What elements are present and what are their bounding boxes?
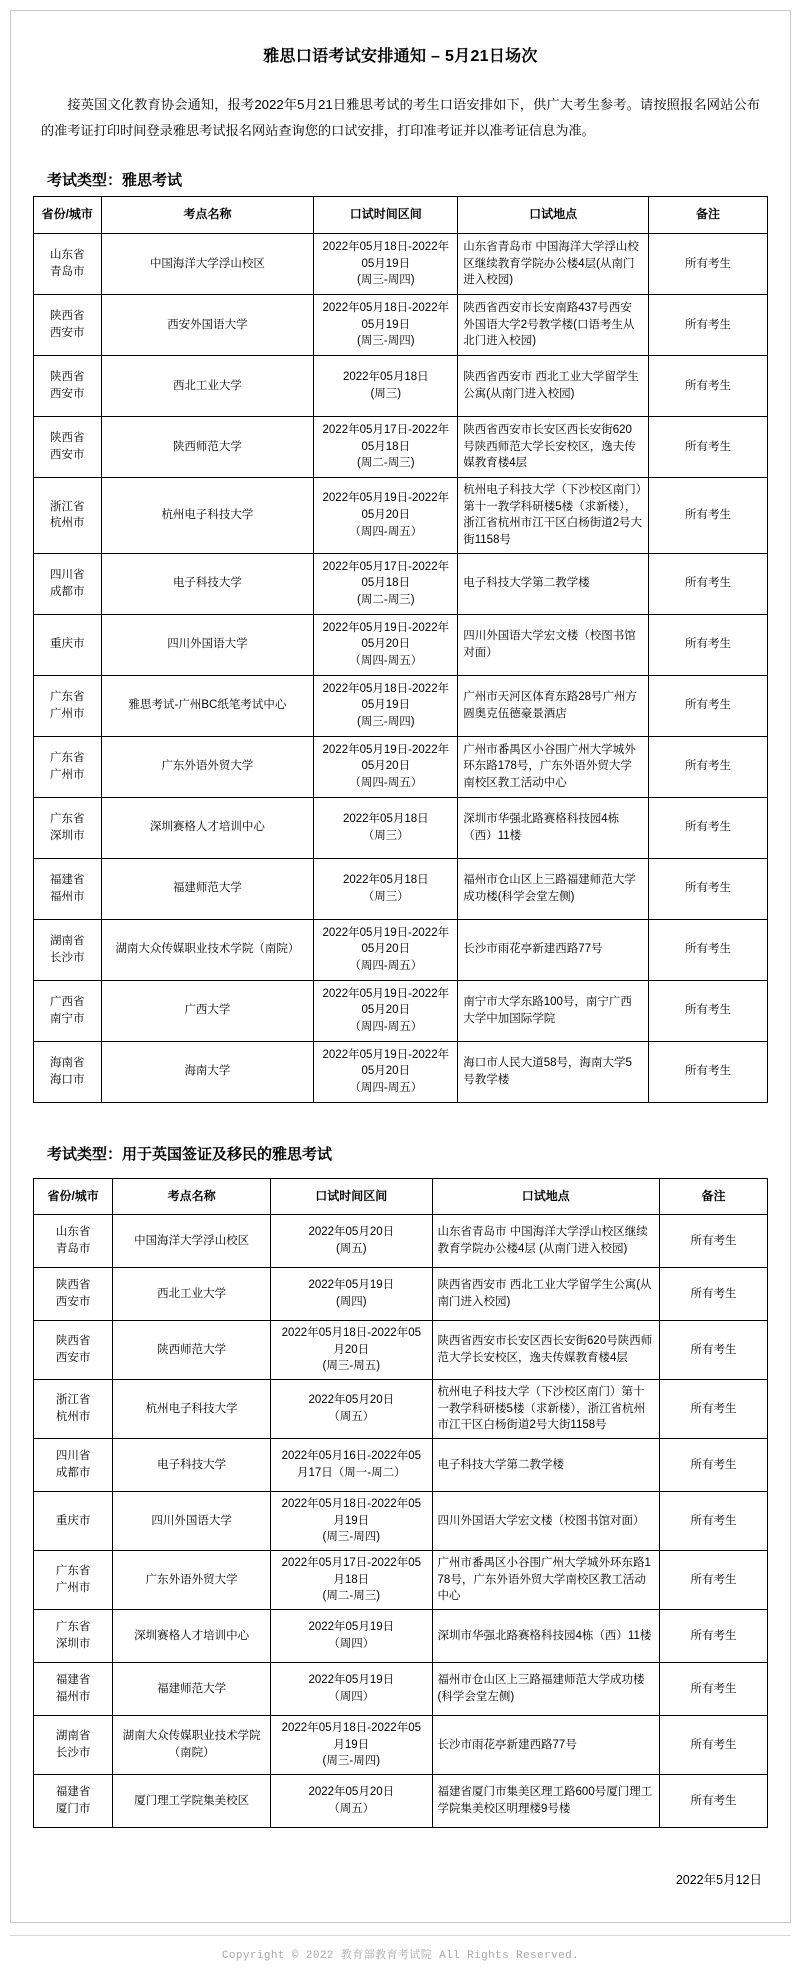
col-header-place: 口试地点 — [432, 1178, 660, 1214]
cell-place: 深圳市华强北路赛格科技园4栋（西）11楼 — [432, 1610, 660, 1663]
col-header-place: 口试地点 — [458, 197, 649, 233]
intro-paragraph: 接英国文化教育协会通知，报考2022年5月21日雅思考试的考生口语安排如下，供广大考生参考。请按照报名网站公布的准考证打印时间登录雅思考试报名网站查询您的口试安排，打印准考证并以准考证信息为准。 — [41, 97, 760, 138]
cell-note: 所有考生 — [660, 1379, 768, 1438]
cell-time: 2022年05月17日-2022年05月18日 (周二-周三) — [314, 553, 458, 614]
table-row — [34, 1041, 768, 1102]
cell-city: 陕西省 西安市 — [34, 355, 102, 416]
cell-time: 2022年05月18日-2022年05月19日 (周三-周四) — [271, 1491, 432, 1550]
cell-venue: 西北工业大学 — [101, 355, 314, 416]
cell-city: 山东省 青岛市 — [34, 233, 102, 294]
cell-city: 重庆市 — [34, 1491, 113, 1550]
copyright-footer: Copyright © 2022 教育部教育考试院 All Rights Reserved. — [10, 1935, 791, 1974]
cell-city: 陕西省 西安市 — [34, 416, 102, 477]
cell-note: 所有考生 — [649, 675, 768, 736]
cell-place: 杭州电子科技大学（下沙校区南门）第十一教学科研楼5楼（求新楼），浙江省杭州市江干区白杨街道2号大街1158号 — [458, 477, 649, 553]
cell-city: 浙江省 杭州市 — [34, 477, 102, 553]
cell-city: 广西省 南宁市 — [34, 980, 102, 1041]
cell-place: 深圳市华强北路赛格科技园4栋（西）11楼 — [458, 797, 649, 858]
cell-time: 2022年05月19日-2022年05月20日 （周四-周五） — [314, 477, 458, 553]
table-row — [34, 553, 768, 614]
col-header-city: 省份/城市 — [34, 1178, 113, 1214]
cell-time: 2022年05月19日-2022年05月20日 （周四-周五） — [314, 736, 458, 797]
cell-venue: 杭州电子科技大学 — [101, 477, 314, 553]
table-head — [34, 197, 768, 233]
cell-place: 电子科技大学第二教学楼 — [432, 1438, 660, 1491]
cell-place: 广州市番禺区小谷围广州大学城外环东路178号，广东外语外贸大学南校区教工活动中心 — [432, 1550, 660, 1609]
table-row — [34, 233, 768, 294]
cell-city: 广东省 广州市 — [34, 1550, 113, 1609]
cell-note: 所有考生 — [649, 416, 768, 477]
cell-city: 海南省 海口市 — [34, 1041, 102, 1102]
table-body — [34, 233, 768, 1102]
cell-city: 四川省 成都市 — [34, 553, 102, 614]
cell-venue: 广西大学 — [101, 980, 314, 1041]
cell-time: 2022年05月19日 （周四） — [271, 1663, 432, 1716]
table-row — [34, 477, 768, 553]
cell-note: 所有考生 — [660, 1663, 768, 1716]
cell-time: 2022年05月18日 (周三) — [314, 355, 458, 416]
cell-note: 所有考生 — [660, 1267, 768, 1320]
cell-note: 所有考生 — [660, 1438, 768, 1491]
cell-place: 福州市仓山区上三路福建师范大学成功楼(科学会堂左侧) — [432, 1663, 660, 1716]
cell-city: 山东省 青岛市 — [34, 1214, 113, 1267]
cell-place: 杭州电子科技大学（下沙校区南门）第十一教学科研楼5楼（求新楼），浙江省杭州市江干区白杨街道2号大街1158号 — [432, 1379, 660, 1438]
table-head — [34, 1178, 768, 1214]
ielts-schedule-table — [33, 196, 768, 1102]
cell-city: 陕西省 西安市 — [34, 1267, 113, 1320]
cell-time: 2022年05月18日 （周三） — [314, 797, 458, 858]
cell-city: 湖南省 长沙市 — [34, 1716, 113, 1775]
cell-venue: 杭州电子科技大学 — [113, 1379, 271, 1438]
table-body — [34, 1214, 768, 1827]
cell-time: 2022年05月18日-2022年05月19日 (周三-周四) — [271, 1716, 432, 1775]
cell-note: 所有考生 — [649, 797, 768, 858]
table-row — [34, 1775, 768, 1828]
cell-note: 所有考生 — [649, 294, 768, 355]
cell-time: 2022年05月16日-2022年05月17日（周一-周二） — [271, 1438, 432, 1491]
cell-note: 所有考生 — [660, 1610, 768, 1663]
table-row — [34, 355, 768, 416]
table-row — [34, 980, 768, 1041]
cell-city: 湖南省 长沙市 — [34, 919, 102, 980]
cell-note: 所有考生 — [660, 1320, 768, 1379]
cell-time: 2022年05月19日-2022年05月20日 （周四-周五） — [314, 919, 458, 980]
cell-venue: 广东外语外贸大学 — [113, 1550, 271, 1609]
cell-venue: 西北工业大学 — [113, 1267, 271, 1320]
cell-city: 陕西省 西安市 — [34, 1320, 113, 1379]
cell-city: 广东省 广州市 — [34, 675, 102, 736]
cell-note: 所有考生 — [649, 919, 768, 980]
cell-note: 所有考生 — [660, 1716, 768, 1775]
cell-place: 福建省厦门市集美区理工路600号厦门理工学院集美校区明理楼9号楼 — [432, 1775, 660, 1828]
cell-note: 所有考生 — [649, 355, 768, 416]
cell-time: 2022年05月18日-2022年05月19日 (周三-周四) — [314, 675, 458, 736]
cell-city: 福建省 厦门市 — [34, 1775, 113, 1828]
cell-note: 所有考生 — [649, 858, 768, 919]
cell-city: 广东省 深圳市 — [34, 1610, 113, 1663]
cell-place: 山东省青岛市 中国海洋大学浮山校区继续教育学院办公楼4层(从南门进入校园) — [458, 233, 649, 294]
cell-note: 所有考生 — [649, 233, 768, 294]
cell-venue: 雅思考试-广州BC纸笔考试中心 — [101, 675, 314, 736]
col-header-note: 备注 — [649, 197, 768, 233]
col-header-time: 口试时间区间 — [314, 197, 458, 233]
table-row — [34, 736, 768, 797]
cell-place: 南宁市大学东路100号，南宁广西大学中加国际学院 — [458, 980, 649, 1041]
cell-place: 长沙市雨花亭新建西路77号 — [432, 1716, 660, 1775]
cell-time: 2022年05月19日 （周四） — [271, 1610, 432, 1663]
cell-note: 所有考生 — [660, 1214, 768, 1267]
cell-time: 2022年05月18日-2022年05月19日 (周三-周四) — [314, 233, 458, 294]
cell-venue: 深圳赛格人才培训中心 — [101, 797, 314, 858]
cell-place: 广州市番禺区小谷围广州大学城外环东路178号，广东外语外贸大学南校区教工活动中心 — [458, 736, 649, 797]
table-row — [34, 1379, 768, 1438]
cell-city: 广东省 广州市 — [34, 736, 102, 797]
cell-city: 广东省 深圳市 — [34, 797, 102, 858]
cell-venue: 海南大学 — [101, 1041, 314, 1102]
cell-time: 2022年05月20日 (周五) — [271, 1214, 432, 1267]
col-header-time: 口试时间区间 — [271, 1178, 432, 1214]
cell-venue: 福建师范大学 — [101, 858, 314, 919]
cell-place: 陕西省西安市 西北工业大学留学生公寓(从南门进入校园) — [432, 1267, 660, 1320]
cell-note: 所有考生 — [649, 553, 768, 614]
cell-city: 福建省 福州市 — [34, 858, 102, 919]
cell-city: 浙江省 杭州市 — [34, 1379, 113, 1438]
section-heading-ukvi: 考试类型：用于英国签证及移民的雅思考试 — [47, 1145, 333, 1163]
table-header-row — [34, 1178, 768, 1214]
cell-time: 2022年05月19日-2022年05月20日 （周四-周五） — [314, 1041, 458, 1102]
cell-time: 2022年05月17日-2022年05月18日 (周二-周三) — [271, 1550, 432, 1609]
cell-note: 所有考生 — [649, 736, 768, 797]
cell-venue: 陕西师范大学 — [113, 1320, 271, 1379]
cell-place: 海口市人民大道58号，海南大学5号教学楼 — [458, 1041, 649, 1102]
cell-time: 2022年05月18日-2022年05月20日 (周三-周五) — [271, 1320, 432, 1379]
table-row — [34, 416, 768, 477]
col-header-venue: 考点名称 — [113, 1178, 271, 1214]
cell-place: 四川外国语大学宏文楼（校图书馆对面） — [458, 614, 649, 675]
table-row — [34, 1716, 768, 1775]
table-row — [34, 1550, 768, 1609]
cell-city: 重庆市 — [34, 614, 102, 675]
cell-venue: 深圳赛格人才培训中心 — [113, 1610, 271, 1663]
table-row — [34, 1267, 768, 1320]
cell-venue: 中国海洋大学浮山校区 — [101, 233, 314, 294]
table-row — [34, 1491, 768, 1550]
cell-place: 四川外国语大学宏文楼（校图书馆对面） — [432, 1491, 660, 1550]
cell-time: 2022年05月18日 （周三） — [314, 858, 458, 919]
cell-venue: 西安外国语大学 — [101, 294, 314, 355]
table-row — [34, 1320, 768, 1379]
cell-note: 所有考生 — [660, 1775, 768, 1828]
cell-place: 电子科技大学第二教学楼 — [458, 553, 649, 614]
table-header-row — [34, 197, 768, 233]
cell-venue: 厦门理工学院集美校区 — [113, 1775, 271, 1828]
cell-time: 2022年05月19日 (周四) — [271, 1267, 432, 1320]
cell-venue: 电子科技大学 — [113, 1438, 271, 1491]
cell-place: 陕西省西安市长安区西长安街620号陕西师范大学长安校区，逸夫传媒教育楼4层 — [458, 416, 649, 477]
cell-time: 2022年05月20日 （周五） — [271, 1775, 432, 1828]
cell-place: 陕西省西安市长安南路437号西安外国语大学2号教学楼(口语考生从北门进入校园) — [458, 294, 649, 355]
cell-city: 陕西省 西安市 — [34, 294, 102, 355]
cell-note: 所有考生 — [649, 1041, 768, 1102]
cell-time: 2022年05月17日-2022年05月18日 (周二-周三) — [314, 416, 458, 477]
table-row — [34, 1663, 768, 1716]
notice-sheet — [10, 10, 791, 1923]
table-row — [34, 1438, 768, 1491]
cell-venue: 广东外语外贸大学 — [101, 736, 314, 797]
table-row — [34, 1214, 768, 1267]
cell-city: 四川省 成都市 — [34, 1438, 113, 1491]
cell-place: 陕西省西安市 西北工业大学留学生公寓(从南门进入校园) — [458, 355, 649, 416]
table-row — [34, 797, 768, 858]
cell-time: 2022年05月19日-2022年05月20日 （周四-周五） — [314, 614, 458, 675]
cell-place: 广州市天河区体育东路28号广州方圆奥克伍德豪景酒店 — [458, 675, 649, 736]
cell-time: 2022年05月19日-2022年05月20日 （周四-周五） — [314, 980, 458, 1041]
cell-place: 陕西省西安市长安区西长安街620号陕西师范大学长安校区，逸夫传媒教育楼4层 — [432, 1320, 660, 1379]
table-row — [34, 919, 768, 980]
cell-venue: 陕西师范大学 — [101, 416, 314, 477]
ukvi-schedule-table — [33, 1178, 768, 1828]
cell-city: 福建省 福州市 — [34, 1663, 113, 1716]
cell-time: 2022年05月18日-2022年05月19日 (周三-周四) — [314, 294, 458, 355]
cell-venue: 四川外国语大学 — [113, 1491, 271, 1550]
cell-venue: 湖南大众传媒职业技术学院（南院） — [101, 919, 314, 980]
page-title: 雅思口语考试安排通知 – 5月21日场次 — [263, 48, 538, 65]
table-row — [34, 675, 768, 736]
cell-place: 山东省青岛市 中国海洋大学浮山校区继续教育学院办公楼4层 (从南门进入校园) — [432, 1214, 660, 1267]
cell-note: 所有考生 — [660, 1491, 768, 1550]
cell-note: 所有考生 — [660, 1550, 768, 1609]
cell-note: 所有考生 — [649, 477, 768, 553]
table-row — [34, 1610, 768, 1663]
cell-venue: 福建师范大学 — [113, 1663, 271, 1716]
table-row — [34, 858, 768, 919]
cell-venue: 电子科技大学 — [101, 553, 314, 614]
section-heading-ielts: 考试类型：雅思考试 — [47, 172, 183, 190]
cell-venue: 四川外国语大学 — [101, 614, 314, 675]
table-row — [34, 294, 768, 355]
cell-note: 所有考生 — [649, 614, 768, 675]
cell-time: 2022年05月20日 （周五） — [271, 1379, 432, 1438]
cell-place: 长沙市雨花亭新建西路77号 — [458, 919, 649, 980]
cell-note: 所有考生 — [649, 980, 768, 1041]
col-header-venue: 考点名称 — [101, 197, 314, 233]
cell-venue: 中国海洋大学浮山校区 — [113, 1214, 271, 1267]
cell-venue: 湖南大众传媒职业技术学院（南院） — [113, 1716, 271, 1775]
col-header-city: 省份/城市 — [34, 197, 102, 233]
table-row — [34, 614, 768, 675]
cell-place: 福州市仓山区上三路福建师范大学成功楼(科学会堂左侧) — [458, 858, 649, 919]
publish-date: 2022年5月12日 — [675, 1873, 762, 1888]
col-header-note: 备注 — [660, 1178, 768, 1214]
